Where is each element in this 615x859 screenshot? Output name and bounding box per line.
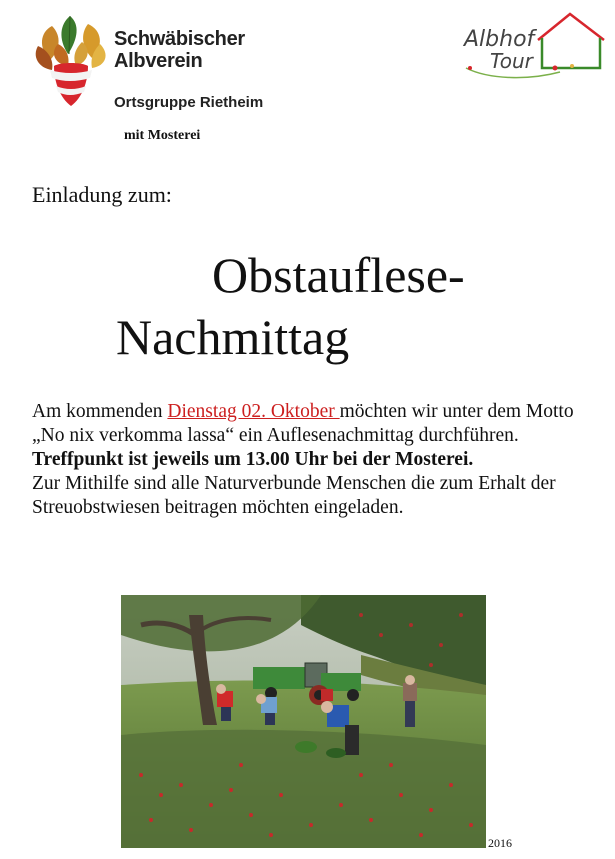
invitation-text bbox=[32, 400, 602, 520]
albverein-logo bbox=[30, 4, 112, 114]
orchard-photo bbox=[121, 595, 486, 848]
text-before-date: Am kommenden bbox=[32, 401, 168, 422]
photo-year: 2016 bbox=[488, 836, 512, 850]
event-title bbox=[116, 244, 596, 368]
albhof-tour-logo bbox=[460, 6, 610, 84]
tour-text: Tour bbox=[490, 49, 533, 73]
mosterei-label: mit Mosterei bbox=[124, 128, 201, 143]
org-name-line1: Schwäbischer bbox=[114, 28, 245, 50]
org-name bbox=[114, 28, 245, 72]
text-after-date: möchten wir unter dem Motto „No nix verkomma lassa“ ein Auflesenachmittag durchführen. bbox=[32, 401, 574, 446]
paragraph-invitation: Zur Mithilfe sind alle Naturverbunde Menschen die zum Erhalt der Streuobstwiesen beitragen möchten eingeladen. bbox=[32, 473, 556, 518]
albhof-text: Albhof bbox=[464, 27, 535, 52]
meeting-point: Treffpunkt ist jeweils um 13.00 Uhr bei der Mosterei. bbox=[32, 449, 474, 470]
invitation-heading: Einladung zum: bbox=[32, 182, 172, 207]
org-name-line2: Albverein bbox=[114, 50, 203, 72]
event-title-line1: Obstauflese- bbox=[212, 247, 465, 303]
paragraph-date bbox=[32, 400, 602, 448]
event-date: Dienstag 02. Oktober bbox=[167, 401, 340, 422]
local-group-label: Ortsgruppe Rietheim bbox=[114, 94, 264, 111]
event-title-line2: Nachmittag bbox=[116, 309, 350, 365]
